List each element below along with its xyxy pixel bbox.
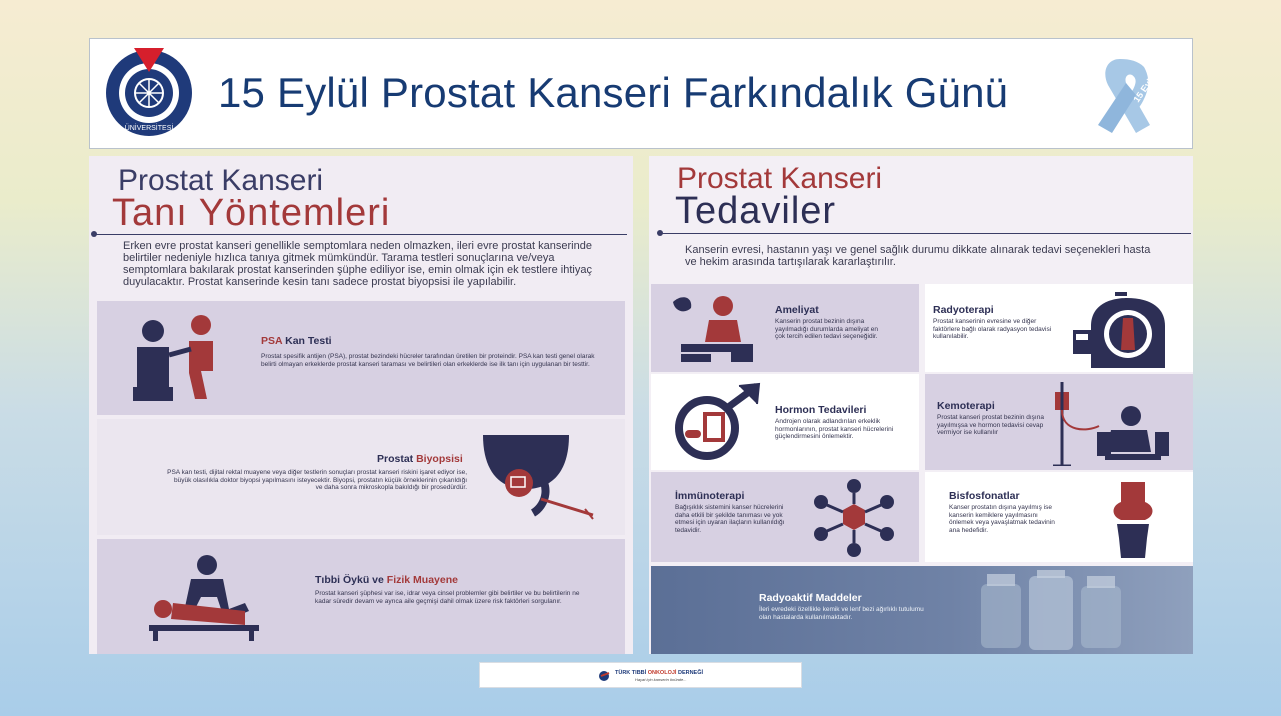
diagnosis-panel xyxy=(89,156,633,654)
physical-exam-text: Prostat kanseri şüphesi var ise, idrar veya cinsel problemler gibi belirtiler ve bu belirtilerin ne kadar süredir devam ve ayrıca aile geçmişi dahil olmak üzere risk faktörleri sorgulanır. xyxy=(315,590,580,605)
surgery-icon xyxy=(671,292,763,364)
title-banner xyxy=(89,38,1193,149)
psa-test-text: Prostat spesifik antijen (PSA), prostat bezindeki hücreler tarafından üretilen bir proteindir. PSA kan testi genel olarak belirti olmayan erkeklerde prostat kanseri taraması ve belirtileri olan erkeklerde ise ilk tanı için uygulanan bir testtir. xyxy=(261,353,595,368)
footer-banner xyxy=(479,662,802,688)
radiotherapy-title: Radyoterapi xyxy=(933,304,994,316)
immune-cells-icon xyxy=(809,478,899,558)
hormone-therapy-card xyxy=(651,374,919,470)
vials-image xyxy=(971,570,1171,654)
right-heading-line1: Prostat Kanseri xyxy=(677,162,883,195)
svg-text:ÜNİVERSİTESİ: ÜNİVERSİTESİ xyxy=(124,125,174,132)
bisphosphonate-text: Kanser prostatın dışına yayılmış ise kanserin kemiklere yayılmasını önlemek veya yavaşlatmak tedavinin ana hedefidir. xyxy=(949,504,1055,534)
prostate-biopsy-icon xyxy=(481,433,601,528)
hormone-therapy-title: Hormon Tedavileri xyxy=(775,404,867,416)
svg-text:15 Eylül: 15 Eylül xyxy=(1131,70,1160,105)
left-heading-line2: Tanı Yöntemleri xyxy=(112,192,391,234)
radiotherapy-card xyxy=(925,284,1193,372)
radiotherapy-text: Prostat kanserinin evresine ve diğer faktörlere bağlı olarak radyasyon tedavisi kullanılabilir. xyxy=(933,318,1052,340)
radioactive-text: İleri evredeki özellikle kemik ve lenf bezi ağırlıklı tutulumu olan hastalarda kullanılmaktadır. xyxy=(759,606,924,621)
association-logo-icon xyxy=(598,670,612,682)
page-title: 15 Eylül Prostat Kanseri Farkındalık Günü xyxy=(218,69,1009,116)
right-intro-text: Kanserin evresi, hastanın yaşı ve genel sağlık durumu dikkate alınarak tedavi seçenekleri hasta ve hekim arasında tartışılarak kararlaştırılır. xyxy=(685,244,1151,268)
radioactive-title: Radyoaktif Maddeler xyxy=(759,592,862,604)
right-heading-rule xyxy=(659,233,1191,234)
immunotherapy-text: Bağışıklık sistemini kanser hücrelerini daha etkili bir şekilde tanıması ve yok etmesi için uyaran ilaçların kullanıldığı tedavidir. xyxy=(675,504,785,534)
biopsy-title: Prostat Biyopsisi xyxy=(377,453,463,465)
right-heading-line2: Tedaviler xyxy=(675,190,837,232)
association-name: TÜRK TIBBİ ONKOLOJİ DERNEĞİ xyxy=(615,670,704,676)
radiotherapy-machine-icon xyxy=(1071,290,1187,368)
chemotherapy-text: Prostat kanseri prostat bezinin dışına yayılmışsa ve hormon tedavisi cevap vermiyor ise kullanılır xyxy=(937,414,1044,436)
left-heading-rule xyxy=(93,234,627,235)
bisphosphonate-title: Bisfosfonatlar xyxy=(949,490,1020,502)
association-slogan: Hayat için kanserin önünde... xyxy=(635,677,687,682)
surgery-text: Kanserin prostat bezinin dışına yayılmadığı durumlarda ameliyat en çok tercih edilen tedavi seçeneğidir. xyxy=(775,318,878,340)
hormone-therapy-text: Androjen olarak adlandırılan erkeklik hormonlarının, prostat kanseri hücrelerini güçlendirmesini önlemektir. xyxy=(775,418,894,440)
chemotherapy-title: Kemoterapi xyxy=(937,400,995,412)
bisphosphonate-card xyxy=(925,472,1193,562)
chemotherapy-card xyxy=(925,374,1193,470)
radioactive-substances-card xyxy=(651,566,1193,654)
surgery-card xyxy=(651,284,919,372)
psa-test-card xyxy=(97,301,625,415)
male-symbol-medication-icon xyxy=(665,382,765,462)
awareness-ribbon-icon xyxy=(1078,51,1168,141)
university-logo xyxy=(104,48,194,138)
left-heading-line1: Prostat Kanseri xyxy=(118,164,324,197)
biopsy-card xyxy=(97,419,625,535)
surgery-title: Ameliyat xyxy=(775,304,819,316)
bone-joint-icon xyxy=(1103,480,1163,560)
left-intro-text: Erken evre prostat kanseri genellikle semptomlara neden olmazken, ileri evre prostat kanserinde belirtiler nedeniyle hızlıca tanıya gitmek mümkündür. Tarama testleri sonuçlarına ve/veya semptomlara bakılarak prostat kanserinden şüphe ediliyor ise, emin olmak için ek testlere ihtiyaç duyulacaktır. Prostat kanserinde kesin tanı sadece prostat biyopsisi ile yapılabilir. xyxy=(123,240,592,288)
psa-test-title: PSA Kan Testi xyxy=(261,335,332,347)
treatment-panel xyxy=(649,156,1193,654)
chemotherapy-infusion-icon xyxy=(1047,382,1187,466)
right-rule-dot xyxy=(657,230,663,236)
blood-test-icon xyxy=(127,313,227,403)
immunotherapy-title: İmmünoterapi xyxy=(675,490,745,502)
physical-exam-icon xyxy=(145,553,265,643)
biopsy-text: PSA kan testi, dijital rektal muayene veya diğer testlerin sonuçları prostat kanseri riskini işaret ediyor ise, büyük olasılıkla doktor biyopsi yapılmasını isteyecektir. Biyopsi, prostatın küçük örneklerinin çıkarıldığı ve daha sonra mikroskopla bakıldığı bir prosedürdür. xyxy=(167,469,467,491)
left-rule-dot xyxy=(91,231,97,237)
immunotherapy-card xyxy=(651,472,919,562)
physical-exam-title: Tıbbi Öykü ve Fizik Muayene xyxy=(315,574,458,586)
physical-exam-card xyxy=(97,539,625,654)
